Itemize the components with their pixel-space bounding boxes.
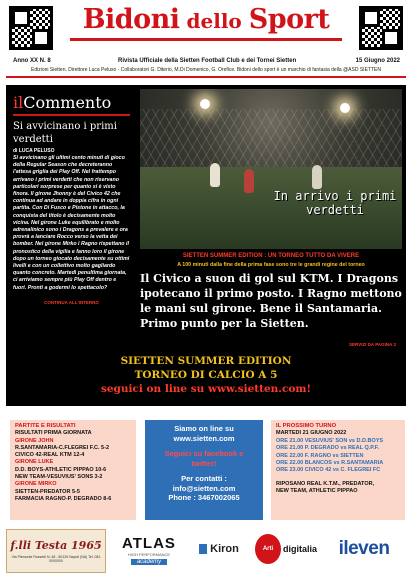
- issue-number: Anno XX N. 8: [13, 58, 51, 64]
- editorial-body: Si avvicinano gli ultimi cento minuti di gioco della Regular Season che decreteranno l'attesa griglia dei Play Off. Nel frattempo arrivano i primi verdetti che non riservano particolari sorprese per quanto si è visto finora. Il girone Jhonny è del Civico 42 che continua ad andare in doppia cifra in ogni partita. Con Di Fusco e Pistone in attacco, la conquista del titolo è decisamente molto vicina. Nel girone Luke equilibrato e molto adrenalinico sono i Dragons a prevalere e ora provrà a lanciare Rocco verso la vetta dei bomber. Nel girone Mirko i Ragno rispettano il pronostico della vigilia e fanno loro il girone dopo un torneo giocato decisamente su ottimi livelli e con un collettivo molto gagliardo quanto concreto. Martedì penultima giornata, ci arriviamo sempre più Play Off dentro e fuori. Pronti a godermi lo spettacolo?: [13, 155, 130, 291]
- feature-headline: Il Civico a suon di gol sul KTM. I Dragons ipotecano il primo posto. I Ragno mettono le mani sul girone. Bene il Santamaria. Primo punto per la Sietten.: [140, 272, 402, 330]
- results-group: GIRONE JOHN: [15, 437, 54, 444]
- digitalia-logo-icon: Arti: [255, 534, 281, 564]
- fixture-line: ORE 21.00 VESUVIUS' SON vs D.D.BOYS: [276, 437, 384, 444]
- fixture-line: ORE 22.00 F. RAGNO vs SIETTEN: [276, 452, 364, 459]
- fixture-line: ORE 23.00 CIVICO 42 vs C. FLEGREI FC: [276, 467, 381, 474]
- editorial-title: Si avvicinano i primi verdetti: [13, 121, 117, 145]
- divider: [13, 114, 130, 116]
- feature-section: [6, 85, 406, 406]
- results-line: NEW TEAM-VESUVIUS' SONS 3-2: [15, 474, 103, 481]
- results-line: RISULTATI PRIMA GIORNATA: [15, 430, 92, 437]
- sponsor-testa[interactable]: [6, 529, 106, 573]
- fixture-line: ORE 22.00 BLANCOS vs R.SANTAMARIA: [276, 460, 384, 467]
- player: [210, 163, 220, 187]
- issue-date: 15 Giugno 2022: [355, 58, 400, 64]
- qr-code-icon[interactable]: [9, 6, 53, 50]
- sponsor-address: Via Piemonte Rossetti N. 48 - 80126 Napoli (NA) Tel. 081 0000000: [11, 555, 101, 563]
- next-round-date: MARTEDI 21 GIUGNO 2022: [276, 430, 347, 437]
- feature-continue-link[interactable]: SERVIZI DA PAGINA 2: [348, 342, 396, 347]
- results-line: CIVICO 42-REAL KTM 12-4: [15, 452, 85, 459]
- feature-photo: [140, 89, 402, 249]
- promo-banner: [6, 353, 406, 395]
- sponsor-tagline: academy: [131, 559, 167, 565]
- title-part-2: dello: [179, 9, 249, 33]
- editorial-column: [6, 85, 136, 351]
- promo-website-link[interactable]: seguici on line su www.sietten.com!: [100, 383, 312, 395]
- results-line: FARMACIA RAGNO-P. DEGRADO 8-6: [15, 495, 112, 502]
- phone-number[interactable]: Phone : 3467002065: [168, 493, 240, 502]
- qr-code-icon[interactable]: [359, 6, 403, 50]
- sponsor-tagline: HIGH PERFORMANCE: [127, 552, 171, 557]
- results-title: PARTITE E RISULTATI: [15, 423, 76, 429]
- results-group: GIRONE LUKE: [15, 459, 54, 466]
- editorial-heading-rest: Commento: [23, 93, 112, 112]
- promo-line-1: SIETTEN SUMMER EDITION: [120, 355, 292, 367]
- issue-bar: [0, 47, 412, 67]
- masthead-subtitle: Rivista Ufficiale della Sietten Football Club e dei Tornei Sietten: [118, 58, 297, 64]
- contact-box: [145, 420, 263, 520]
- next-round-title: IL PROSSIMO TURNO: [276, 423, 337, 429]
- editorial-continue-link[interactable]: CONTINUA ALL'INTERNO: [44, 299, 99, 305]
- sponsor-name: digitalia: [282, 544, 317, 554]
- resting-teams: RIPOSANO REAL K.T.M., PREDATOR,: [276, 480, 375, 487]
- newspaper-title: [68, 4, 344, 42]
- player: [312, 165, 322, 189]
- masthead: [0, 0, 412, 80]
- floodlight: [200, 99, 210, 109]
- fence: [140, 109, 402, 169]
- player: [244, 169, 254, 193]
- sponsor-name: ATLAS: [122, 535, 176, 552]
- promo-line-2: TORNEO DI CALCIO A 5: [134, 369, 278, 381]
- sponsor-atlas[interactable]: [116, 527, 182, 573]
- fixture-line: ORE 21.00 P. DEGRADO vs REAL Q.P.F.: [276, 445, 380, 452]
- sponsor-name: ileven: [338, 538, 390, 559]
- title-underline: [70, 38, 342, 41]
- editorial-heading-prefix: il: [13, 93, 24, 112]
- social-line: twitter!: [191, 458, 217, 468]
- editorial-heading: [13, 93, 130, 112]
- results-group: GIRONE MIRKO: [15, 481, 57, 488]
- results-box: [10, 420, 136, 520]
- floodlight: [340, 103, 350, 113]
- feature-kicker: SIETTEN SUMMER EDITION : UN TORNEO TUTTO DA VIVERE: [182, 253, 360, 259]
- email-link[interactable]: info@sietten.com: [172, 483, 236, 493]
- results-line: SIETTEN-PREDATOR 5-5: [15, 488, 80, 495]
- contact-line: Per contatti :: [181, 474, 227, 483]
- photo-caption: In arrivo i primi verdetti: [273, 189, 397, 217]
- sponsors-strip: [0, 523, 412, 581]
- editorial-byline: di LUCA PELUSO: [13, 148, 55, 154]
- contact-line: Siamo on line su: [174, 424, 234, 433]
- social-line: Seguici su facebook e: [164, 449, 244, 458]
- credits-line: Edizioni Sietten. Direttore Luca Peluso - Collaboratori G. Diterio, M.Di Domenico, G. Orefice. Bidoni dello sport è un marchio di fantasia della @ASD SIETTEN: [31, 67, 381, 73]
- sponsor-eleven[interactable]: [318, 533, 410, 565]
- website-link[interactable]: www.sietten.com: [173, 433, 235, 443]
- sponsor-digitalia[interactable]: [255, 527, 317, 571]
- sponsor-name: Kiron: [210, 543, 239, 555]
- sponsor-name: f.lli Testa 1965: [10, 539, 102, 552]
- next-round-box: [271, 420, 405, 520]
- results-line: D.D. BOYS-ATHLETIC PIPPAO 10-6: [15, 466, 107, 473]
- results-line: R.SANTAMARIA-C.FLEGREI F.C. 5-2: [15, 444, 110, 451]
- feature-subkicker: A 100 minuti dalla fine della prima fase sono tre le grandi regine del torneo: [177, 262, 365, 268]
- kiron-logo-icon: [199, 544, 207, 554]
- title-part-1: Bidoni: [82, 4, 180, 35]
- resting-teams: NEW TEAM, ATHLETIC PIPPAO: [276, 488, 358, 495]
- sponsor-kiron[interactable]: [188, 535, 250, 563]
- title-part-3: Sport: [248, 4, 330, 35]
- divider: [6, 76, 406, 78]
